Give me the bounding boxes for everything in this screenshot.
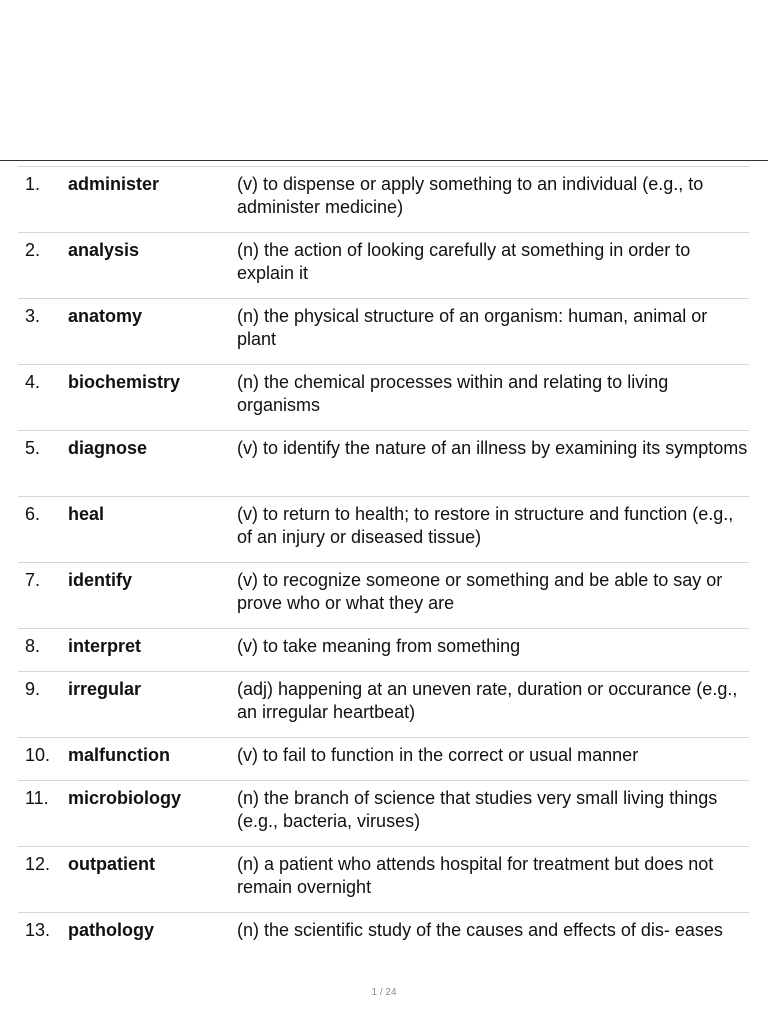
vocab-term: outpatient [68, 854, 155, 874]
vocab-definition: (n) the scientific study of the causes and effects of dis- eases [237, 920, 723, 940]
vocab-definition: (n) the physical structure of an organism: human, animal or plant [237, 306, 708, 349]
vocab-term: microbiology [68, 788, 182, 808]
table-row [18, 431, 749, 497]
table-row [18, 847, 749, 913]
row-number: 5. [25, 438, 41, 458]
row-number: 3. [25, 306, 41, 326]
table-row [18, 365, 749, 431]
vocab-term: malfunction [68, 745, 170, 765]
row-number: 1. [25, 174, 41, 194]
vocab-term: irregular [68, 679, 142, 699]
vocab-definition: (v) to take meaning from something [237, 636, 521, 656]
table-row [18, 629, 749, 672]
vocab-term: identify [68, 570, 133, 590]
row-number: 4. [25, 372, 41, 392]
row-number: 6. [25, 504, 41, 524]
row-number: 9. [25, 679, 41, 699]
vocab-definition: (v) to identify the nature of an illness by examining its symptoms [237, 438, 748, 458]
table-row [18, 781, 749, 847]
row-number: 10. [25, 745, 51, 765]
row-number: 11. [25, 788, 49, 808]
row-number: 2. [25, 240, 41, 260]
vocab-definition: (v) to return to health; to restore in structure and function (e.g., of an injury or diseased tissue) [237, 504, 734, 547]
header-divider [0, 160, 768, 161]
vocab-term: anatomy [68, 306, 143, 326]
table-row [18, 563, 749, 629]
vocab-term: heal [68, 504, 105, 524]
row-number: 13. [25, 920, 51, 940]
vocab-definition: (n) a patient who attends hospital for treatment but does not remain overnight [237, 854, 714, 897]
vocab-definition: (n) the action of looking carefully at something in order to explain it [237, 240, 691, 283]
row-number: 8. [25, 636, 41, 656]
vocab-term: diagnose [68, 438, 148, 458]
vocab-term: biochemistry [68, 372, 181, 392]
vocab-term: administer [68, 174, 160, 194]
page-indicator: 1 / 24 [371, 987, 397, 998]
row-number: 12. [25, 854, 51, 874]
table-row [18, 738, 749, 781]
vocab-definition: (v) to dispense or apply something to an individual (e.g., to administer medicine) [237, 174, 704, 217]
vocab-definition: (n) the chemical processes within and relating to living organisms [237, 372, 669, 415]
vocab-term: analysis [68, 240, 140, 260]
table-row [18, 299, 749, 365]
table-row [18, 167, 749, 233]
table-row [18, 672, 749, 738]
table-row [18, 913, 749, 979]
vocab-definition: (adj) happening at an uneven rate, duration or occurance (e.g., an irregular heartbeat) [237, 679, 738, 722]
table-row [18, 497, 749, 563]
vocab-term: interpret [68, 636, 142, 656]
row-number: 7. [25, 570, 41, 590]
vocab-definition: (v) to fail to function in the correct or usual manner [237, 745, 639, 765]
vocab-definition: (v) to recognize someone or something and be able to say or prove who or what they are [237, 570, 723, 613]
vocabulary-table [18, 166, 749, 979]
vocab-term: pathology [68, 920, 154, 940]
vocab-definition: (n) the branch of science that studies very small living things (e.g., bacteria, viruses) [237, 788, 718, 831]
table-row [18, 233, 749, 299]
